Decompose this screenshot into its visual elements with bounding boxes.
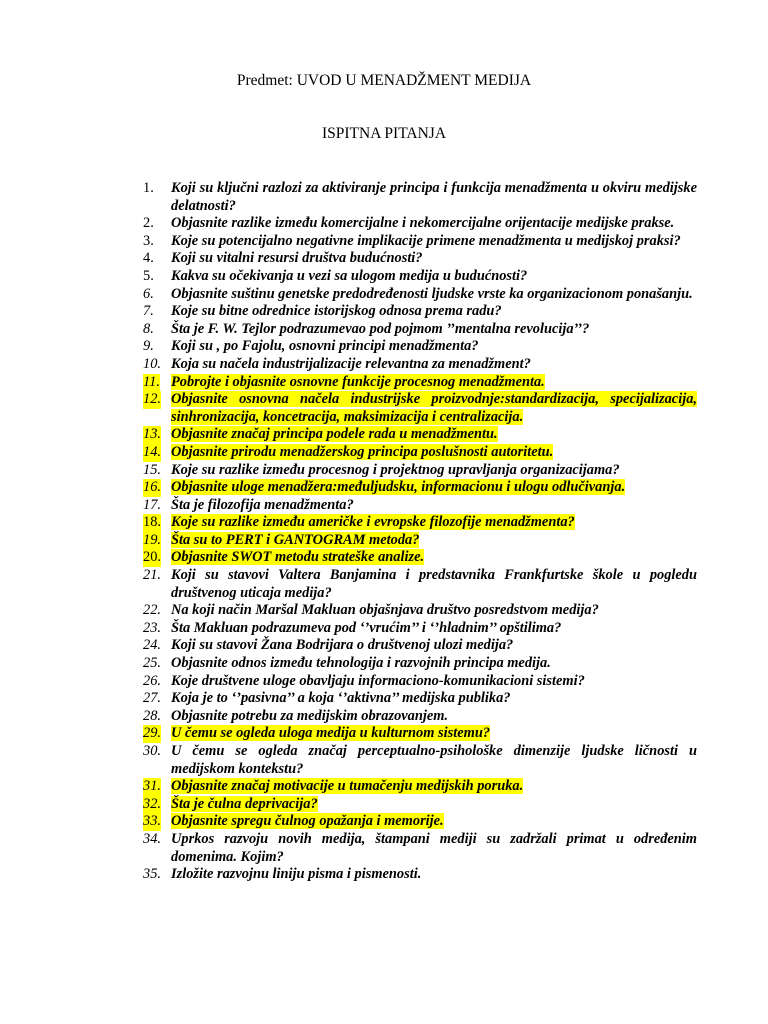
question-number: 21.: [143, 567, 161, 584]
question-number: 4.: [143, 250, 154, 267]
question-text: Objasnite razlike između komercijalne i nekomercijalne orijentacije medijske prakse.: [171, 215, 675, 232]
question-number: 34.: [143, 830, 161, 847]
question-item: [143, 778, 697, 796]
question-number: 23.: [143, 619, 161, 636]
question-number: 20.: [143, 549, 161, 566]
question-item: [143, 233, 697, 251]
question-item: [143, 444, 697, 462]
question-item: [143, 743, 697, 778]
question-text: Objasnite potrebu za medijskim obrazovanjem.: [171, 707, 449, 724]
question-item: [143, 567, 697, 602]
question-text: Objasnite značaj principa podele rada u menadžmentu.: [171, 426, 498, 443]
question-text: Uprkos razvoju novih medija, štampani mediji su zadržali primat u određenim domenima. Kojim?: [171, 830, 697, 865]
question-item: [143, 866, 697, 884]
question-number: 2.: [143, 215, 154, 232]
question-number: 26.: [143, 672, 161, 689]
question-number: 28.: [143, 707, 161, 724]
question-number: 1.: [143, 180, 154, 196]
question-text: Koje su bitne odrednice istorijskog odnosa prema radu?: [171, 303, 502, 320]
question-text: Pobrojte i objasnite osnovne funkcije procesnog menadžmenta.: [171, 373, 545, 390]
question-text: Šta Makluan podrazumeva pod ‘’vrućim’’ i ‘’hladnim’’ opštilima?: [171, 619, 562, 636]
question-item: [143, 673, 697, 691]
question-item: [143, 462, 697, 480]
question-text: Objasnite prirodu menadžerskog principa poslušnosti autoritetu.: [171, 443, 554, 460]
question-number: 35.: [143, 866, 161, 883]
question-item: [143, 514, 697, 532]
question-item: [143, 637, 697, 655]
question-item: [143, 725, 697, 743]
question-number: 24.: [143, 637, 161, 654]
question-item: [143, 708, 697, 726]
question-text: Koje su razlike između američke i evropske filozofije menadžmenta?: [171, 514, 575, 531]
question-item: [143, 426, 697, 444]
question-number: 18.: [143, 514, 161, 531]
question-number: 6.: [143, 285, 154, 302]
question-text: Na koji način Maršal Makluan objašnjava društvo posredstvom medija?: [171, 602, 599, 619]
question-number: 3.: [143, 232, 154, 249]
question-text: Koji su stavovi Valtera Banjamina i predstavnika Frankfurtske škole u pogledu društvenog uticaja medija?: [171, 567, 697, 601]
question-number: 33.: [143, 813, 161, 830]
question-item: [143, 286, 697, 304]
question-text: Koji su ključni razlozi za aktiviranje principa i funkcija menadžmenta u okviru medijske delatnosti?: [171, 180, 697, 214]
question-text: Koji su , po Fajolu, osnovni principi menadžmenta?: [171, 338, 479, 355]
question-item: [143, 532, 697, 550]
question-number: 9.: [143, 338, 154, 355]
question-number: 29.: [143, 725, 161, 742]
question-number: 22.: [143, 602, 161, 619]
question-item: [143, 180, 697, 215]
question-item: [143, 831, 697, 866]
question-list: [143, 180, 697, 884]
question-text: Šta je F. W. Tejlor podrazumevao pod pojmom ’’mentalna revolucija’’?: [171, 320, 590, 337]
question-text: Šta je filozofija menadžmenta?: [171, 496, 354, 513]
question-item: [143, 321, 697, 339]
question-text: Objasnite osnovna načela industrijske proizvodnje:standardizacija, specijalizacija, sinhronizacija, koncetracija, maksimizacija i centralizacija.: [171, 391, 697, 425]
question-item: [143, 250, 697, 268]
question-number: 5.: [143, 267, 154, 284]
question-item: [143, 690, 697, 708]
question-item: [143, 338, 697, 356]
question-text: Koja je to ‘’pasivna’’ a koja ‘’aktivna’’ medijska publika?: [171, 690, 511, 707]
question-number: 19.: [143, 531, 161, 548]
question-text: Izložite razvojnu liniju pisma i pismenosti.: [171, 866, 422, 883]
question-item: [143, 813, 697, 831]
question-number: 8.: [143, 320, 154, 337]
page-title: ISPITNA PITANJA: [321, 125, 447, 142]
question-item: [143, 391, 697, 426]
question-item: [143, 796, 697, 814]
question-text: Objasnite spregu čulnog opažanja i memorije.: [171, 813, 444, 830]
course-subject: Predmet: UVOD U MENADŽMENT MEDIJA: [236, 72, 532, 89]
question-number: 27.: [143, 690, 161, 707]
question-item: [143, 620, 697, 638]
question-text: Koje su razlike između procesnog i projektnog upravljanja organizacijama?: [171, 461, 620, 478]
question-number: 25.: [143, 655, 161, 672]
question-text: Objasnite SWOT metodu strateške analize.: [171, 549, 425, 566]
question-item: [143, 479, 697, 497]
question-number: 14.: [143, 443, 161, 460]
question-item: [143, 303, 697, 321]
question-number: 10.: [143, 355, 161, 372]
question-item: [143, 268, 697, 286]
question-text: Objasnite uloge menadžera:međuljudsku, informacionu i ulogu odlučivanja.: [171, 479, 626, 496]
question-number: 13.: [143, 426, 161, 443]
question-text: Objasnite značaj motivacije u tumačenju medijskih poruka.: [171, 778, 524, 795]
question-text: Objasnite suštinu genetske predodređenosti ljudske vrste ka organizacionom ponašanju.: [171, 285, 693, 302]
question-text: Objasnite odnos između tehnologija i razvojnih principa medija.: [171, 655, 551, 672]
question-text: Koji su stavovi Žana Bodrijara o društvenoj ulozi medija?: [171, 637, 514, 654]
question-text: Kakva su očekivanja u vezi sa ulogom medija u budućnosti?: [171, 267, 528, 284]
question-text: Koji su vitalni resursi društva budućnosti?: [171, 250, 423, 267]
question-number: 7.: [143, 303, 154, 320]
question-number: 30.: [143, 743, 161, 759]
question-number: 17.: [143, 496, 161, 513]
question-text: Šta je čulna deprivacija?: [171, 795, 318, 812]
question-item: [143, 356, 697, 374]
question-text: Koja su načela industrijalizacije relevantna za menadžment?: [171, 355, 531, 372]
question-text: Šta su to PERT i GANTOGRAM metoda?: [171, 531, 420, 548]
question-text: U čemu se ogleda uloga medija u kulturnom sistemu?: [171, 725, 491, 742]
question-number: 31.: [143, 778, 161, 795]
question-number: 11.: [143, 373, 160, 390]
question-text: Koje su potencijalno negativne implikacije primene menadžmenta u medijskoj praksi?: [171, 232, 681, 249]
question-number: 12.: [143, 391, 161, 408]
question-number: 32.: [143, 795, 161, 812]
question-number: 16.: [143, 479, 161, 496]
question-text: Koje društvene uloge obavljaju informaciono-komunikacioni sistemi?: [171, 672, 585, 689]
question-item: [143, 497, 697, 515]
question-number: 15.: [143, 461, 161, 478]
question-item: [143, 374, 697, 392]
question-item: [143, 602, 697, 620]
question-text: U čemu se ogleda značaj perceptualno-psihološke dimenzije ljudske ličnosti u medijskom kontekstu?: [171, 743, 697, 777]
question-item: [143, 215, 697, 233]
question-item: [143, 549, 697, 567]
question-item: [143, 655, 697, 673]
